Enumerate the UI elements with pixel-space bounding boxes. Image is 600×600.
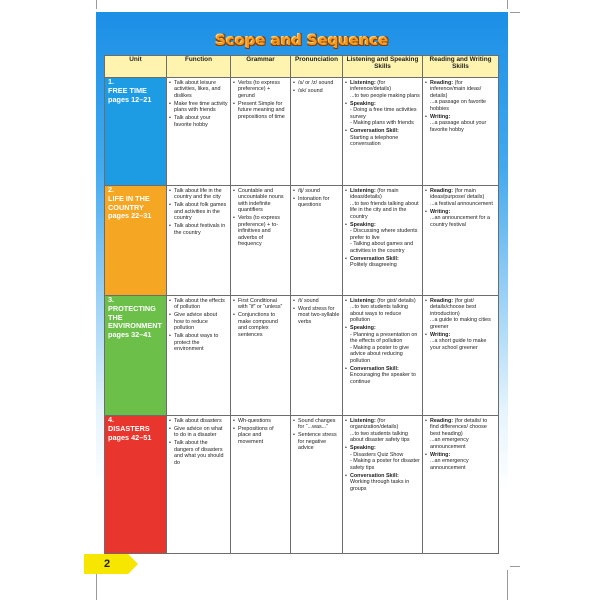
list-item xyxy=(425,452,496,471)
conversation-label: • Conversation Skill: xyxy=(350,472,399,479)
speaking-label: • Speaking: xyxy=(350,325,376,332)
detail-text: ...a short guide to make your school greener xyxy=(430,338,487,351)
unit-name: PROTECTING THE ENVIRONMENT xyxy=(108,303,162,331)
list-item: • /s/ or /z/ sound xyxy=(293,80,340,86)
list-item xyxy=(425,80,496,112)
crop-mark xyxy=(96,570,97,600)
function-cell xyxy=(167,78,231,186)
list-item xyxy=(425,114,496,133)
list-item: • /sk/ sound xyxy=(293,88,340,94)
list-item: • Talk about disasters xyxy=(169,418,228,424)
list-item xyxy=(345,298,420,324)
unit-pages: pages 42–51 xyxy=(108,432,152,442)
reading-writing-cell xyxy=(423,186,499,296)
unit-number: 1. xyxy=(108,77,115,86)
unit-cell xyxy=(105,78,167,186)
list-item: • Wh-questions xyxy=(233,418,288,424)
detail-text: (for gist/ details) xyxy=(377,298,416,304)
writing-label: • Writing: xyxy=(430,113,451,120)
detail-text: ...an emergency announcement xyxy=(430,458,469,471)
listening-speaking-cell xyxy=(343,78,423,186)
detail-text: - Talking about games and activities in the country xyxy=(350,241,414,254)
list-item xyxy=(345,366,420,385)
reading-label: Reading: xyxy=(430,298,454,304)
list-item xyxy=(345,325,420,364)
grammar-cell xyxy=(231,186,291,296)
list-item: • Intonation for questions xyxy=(293,196,340,209)
unit-cell xyxy=(105,186,167,296)
detail-text: - Making plans with friends xyxy=(350,120,414,127)
table-row-unit-3 xyxy=(105,296,499,416)
unit-pages: pages 12–21 xyxy=(108,94,152,104)
list-item: • Talk about festivals in the country xyxy=(169,223,228,236)
detail-text: (for details/ to find differences/ choose best heading) xyxy=(430,418,488,437)
list-item: • Talk about folk games and activities in the country xyxy=(169,202,228,221)
list-item: • /t/ sound xyxy=(293,298,340,304)
detail-text: Politely disagreeing xyxy=(350,262,397,269)
conversation-label: • Conversation Skill: xyxy=(350,365,399,372)
list-item: • Give advice on what to do in a disaster xyxy=(169,426,228,439)
listening-label: Listening: xyxy=(350,188,376,194)
list-item: • Sound changes for “...was...” xyxy=(293,418,340,431)
writing-label: • Writing: xyxy=(430,331,451,338)
list-item xyxy=(425,209,496,228)
detail-text: ...to two students talking about ways to reduce pollution xyxy=(350,304,408,324)
list-item: • Talk about your favorite hobby xyxy=(169,115,228,128)
crop-mark xyxy=(96,0,97,9)
list-item: • Prepositions of place and movement xyxy=(233,426,288,445)
unit-pages: pages 22–31 xyxy=(108,211,152,221)
list-item: • Talk about the effects of pollution xyxy=(169,298,228,311)
detail-text: Encouraging the speaker to continue xyxy=(350,372,416,385)
list-item: • First Conditional with “if” or “unless” xyxy=(233,298,288,311)
crop-mark xyxy=(507,570,508,600)
crop-mark xyxy=(510,566,520,567)
listening-speaking-cell xyxy=(343,416,423,554)
writing-label: • Writing: xyxy=(430,451,451,458)
detail-text: (for inference/main ideas/ details) xyxy=(430,80,482,99)
reading-writing-cell xyxy=(423,416,499,554)
detail-text: ...to two students talking about disaster safety tips xyxy=(350,430,410,444)
unit-name: FREE TIME xyxy=(108,85,147,95)
list-item: • Give advice about how to reduce pollution xyxy=(169,312,228,331)
pronunciation-cell xyxy=(291,78,343,186)
reading-label: Reading: xyxy=(430,418,454,424)
detail-text: ...an announcement for a country festival xyxy=(430,215,490,228)
reading-label: Reading: xyxy=(430,80,454,86)
unit-number: 2. xyxy=(108,185,115,194)
list-item: • Countable and uncountable nouns with indefinite quantifiers xyxy=(233,188,288,214)
scope-sequence-table xyxy=(104,55,499,554)
detail-text: ...to two friends talking about life in the city and in the country xyxy=(350,200,419,220)
reading-label: Reading: xyxy=(430,188,454,194)
pronunciation-cell xyxy=(291,296,343,416)
list-item: • Verbs (to express preference) + to-infinitives and adverbs of frequency xyxy=(233,215,288,247)
unit-cell xyxy=(105,296,167,416)
unit-number: 3. xyxy=(108,295,115,304)
list-item: • Talk about the dangers of disasters and what you should do xyxy=(169,440,228,466)
detail-text: (for gist/ details/choose best introduction) xyxy=(430,298,477,317)
list-item xyxy=(345,222,420,254)
detail-text: (for main ideas/details) xyxy=(350,188,399,201)
reading-writing-cell xyxy=(423,296,499,416)
pronunciation-cell xyxy=(291,416,343,554)
detail-text: (for organization/details) xyxy=(350,418,399,431)
unit-pages: pages 32–41 xyxy=(108,330,152,339)
list-item: • Make free time activity plans with friends xyxy=(169,101,228,114)
crop-mark xyxy=(507,0,508,9)
list-item: • Verbs (to express preference) + gerund xyxy=(233,80,288,99)
detail-text: ...a guide to making cities greener xyxy=(430,317,491,330)
list-item xyxy=(345,128,420,147)
function-cell xyxy=(167,416,231,554)
list-item xyxy=(345,473,420,492)
list-item: • Talk about leisure activities, likes, and dislikes xyxy=(169,80,228,99)
header-pronunciation: Pronunciation xyxy=(291,56,343,78)
listening-label: Listening: xyxy=(350,418,376,424)
unit-name: DISASTERS xyxy=(108,423,150,433)
pronunciation-cell xyxy=(291,186,343,296)
header-listening-speaking: Listening and Speaking Skills xyxy=(343,56,423,78)
table-row-unit-4 xyxy=(105,416,499,554)
detail-text: ...an emergency announcement xyxy=(430,437,469,450)
page-title: Scope and Sequence xyxy=(215,33,389,49)
list-item: • Talk about life in the country and the city xyxy=(169,188,228,201)
list-item xyxy=(425,418,496,450)
speaking-label: • Speaking: xyxy=(350,221,376,228)
list-item xyxy=(425,298,496,330)
listening-speaking-cell xyxy=(343,296,423,416)
detail-text: Working through tasks in groups xyxy=(350,479,410,492)
unit-name: LIFE IN THE COUNTRY xyxy=(108,193,150,212)
table-row-unit-1 xyxy=(105,78,499,186)
list-item xyxy=(345,256,420,269)
detail-text: ...a passage about your favorite hobby xyxy=(430,120,487,133)
detail-text: - Making a poster for disaster safety tips xyxy=(350,458,420,471)
listening-label: Listening: xyxy=(350,80,376,86)
detail-text: - Discussing where students prefer to live xyxy=(350,228,418,241)
list-item xyxy=(345,188,420,220)
page-number: 2 xyxy=(103,558,111,570)
detail-text: ...a passage on favorite hobbies xyxy=(430,99,487,112)
reading-writing-cell xyxy=(423,78,499,186)
list-item xyxy=(425,332,496,351)
list-item xyxy=(345,101,420,127)
grammar-cell xyxy=(231,78,291,186)
detail-text: - Planning a presentation on the effects of pollution xyxy=(350,331,418,345)
table-row-unit-2 xyxy=(105,186,499,296)
list-item xyxy=(345,80,420,99)
detail-text: ...to two people making plans xyxy=(350,92,420,99)
list-item: • /tj/ sound xyxy=(293,188,340,194)
list-item: • Sentence stress for negative advice xyxy=(293,432,340,451)
detail-text: (for main ideas/purpose/ details) xyxy=(430,188,485,201)
list-item: • Word stress for most two-syllable verbs xyxy=(293,306,340,325)
detail-text: ...a festival announcement xyxy=(430,200,493,207)
listening-label: Listening: xyxy=(350,298,376,304)
grammar-cell xyxy=(231,296,291,416)
detail-text: - Doing a free time activities survey xyxy=(350,107,417,120)
crop-mark xyxy=(510,12,520,13)
detail-text: (for inference/details) xyxy=(350,80,392,93)
speaking-label: • Speaking: xyxy=(350,100,376,107)
grammar-cell xyxy=(231,416,291,554)
unit-cell xyxy=(105,416,167,554)
conversation-label: • Conversation Skill: xyxy=(350,128,399,135)
list-item xyxy=(345,418,420,444)
conversation-label: • Conversation Skill: xyxy=(350,255,399,262)
list-item xyxy=(345,445,420,471)
table-header-row xyxy=(105,56,499,78)
speaking-label: • Speaking: xyxy=(350,445,376,452)
header-function: Function xyxy=(167,56,231,78)
list-item: • Conjunctions to make compound and complex sentences xyxy=(233,312,288,338)
unit-number: 4. xyxy=(108,415,115,424)
header-unit: Unit xyxy=(105,56,167,78)
list-item: • Present Simple for future meaning and prepositions of time xyxy=(233,101,288,120)
header-reading-writing: Reading and Writing Skills xyxy=(423,56,499,78)
listening-speaking-cell xyxy=(343,186,423,296)
detail-text: - Disasters Quiz Show xyxy=(350,451,404,458)
function-cell xyxy=(167,296,231,416)
detail-text: - Making a poster to give advice about reducing pollution xyxy=(350,344,410,364)
writing-label: • Writing: xyxy=(430,208,451,215)
detail-text: Starting a telephone conversation xyxy=(350,134,399,148)
list-item: • Talk about ways to protect the environment xyxy=(169,333,228,352)
function-cell xyxy=(167,186,231,296)
header-grammar: Grammar xyxy=(231,56,291,78)
list-item xyxy=(425,188,496,207)
